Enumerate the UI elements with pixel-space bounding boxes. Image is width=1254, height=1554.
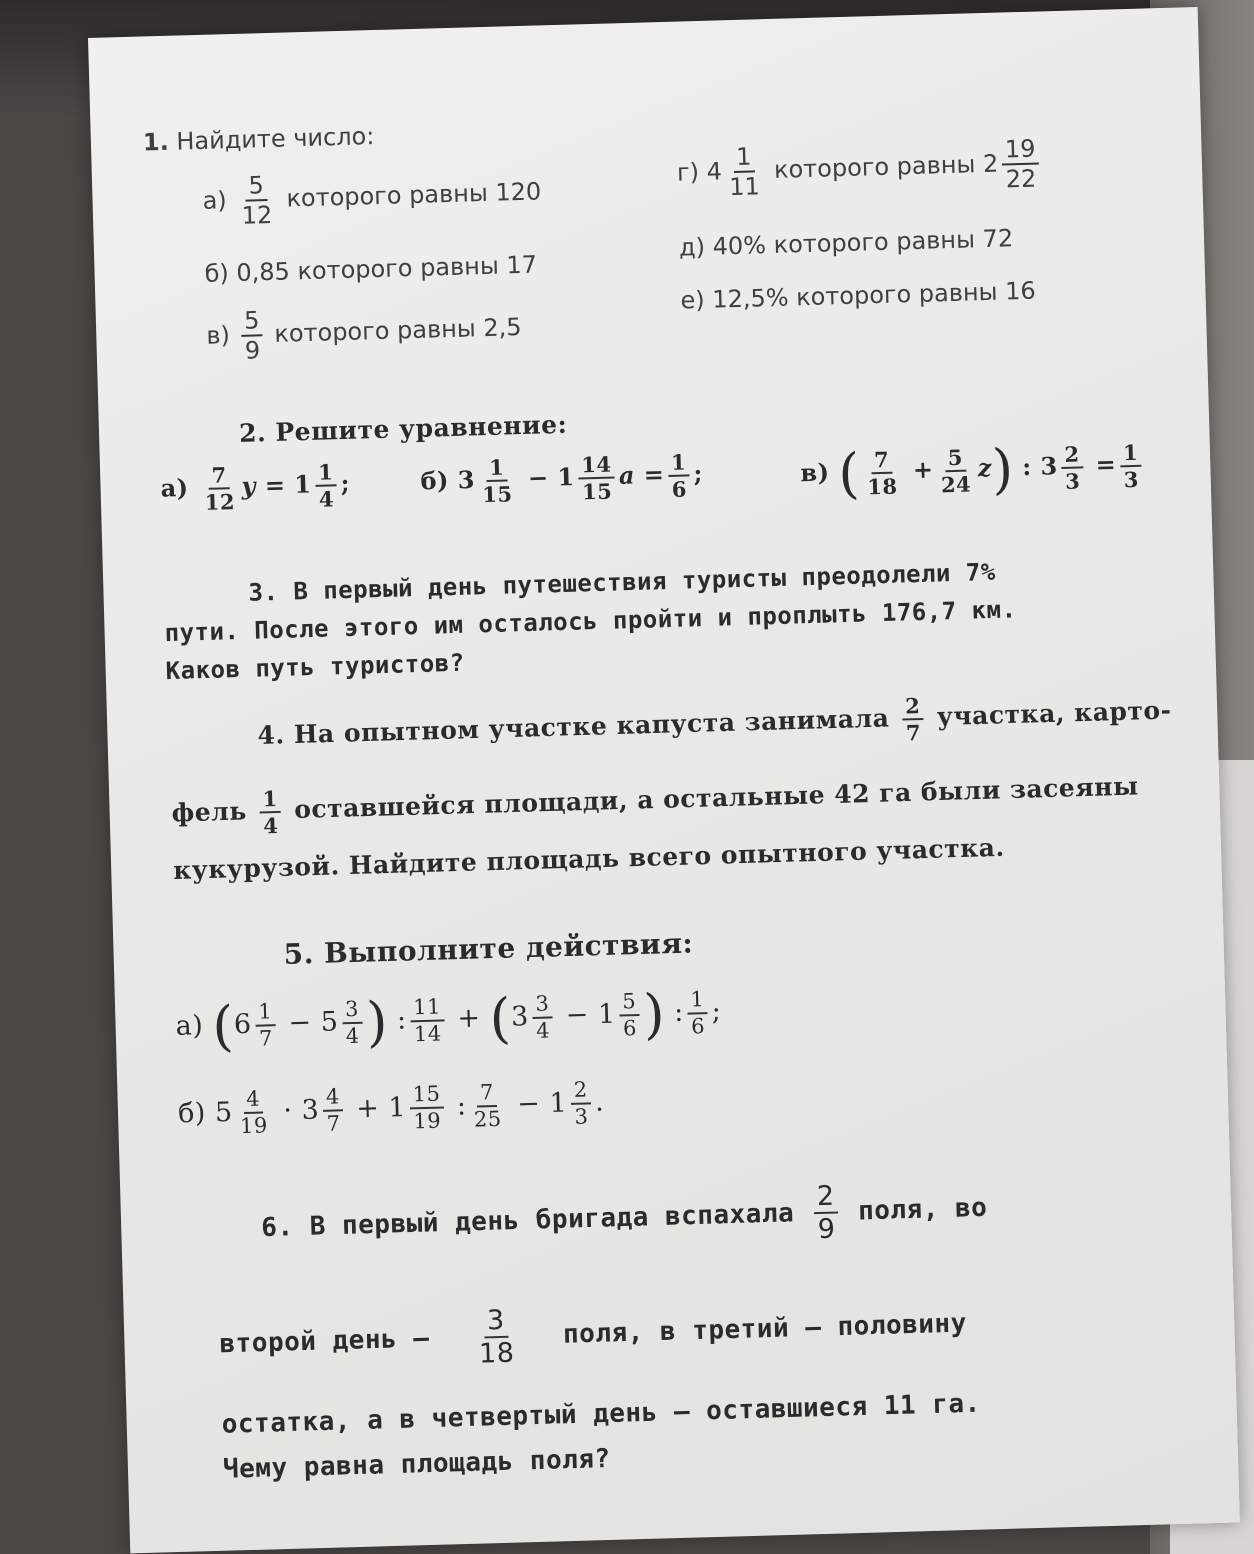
problem-2a (160, 461, 351, 514)
fraction-numerator: 1 (486, 456, 508, 482)
fraction-denominator: 7 (258, 1025, 274, 1051)
fraction-numerator: 5 (944, 446, 966, 472)
problem-4-line-2 (171, 764, 1139, 839)
fraction-denominator: 22 (1005, 164, 1037, 194)
problem-1d (679, 224, 1014, 261)
problem-1b-text: 0,85 которого равны 17 (236, 250, 538, 287)
fraction-denominator: 15 (481, 481, 513, 508)
problem-4-text-2a: фель (171, 796, 248, 828)
fraction-numerator: 2 (813, 1183, 838, 1215)
problem-1a-text: которого равны 120 (286, 177, 542, 213)
fraction-denominator: 4 (535, 1017, 551, 1043)
fraction-denominator: 19 (413, 1108, 442, 1134)
problem-5a-fraction-2 (342, 998, 363, 1047)
problem-5b-divide: : (456, 1090, 467, 1122)
problem-1-title-text: Найдите число: (176, 122, 375, 156)
problem-5a-label: а) (175, 1010, 204, 1042)
fraction-denominator: 3 (1064, 467, 1081, 494)
problem-4-fraction-1 (902, 695, 924, 744)
problem-1v (206, 301, 523, 364)
problem-4-line-1 (257, 688, 1172, 762)
problem-1g-fraction (725, 142, 763, 202)
fraction-numerator: 1 (315, 461, 337, 487)
problem-1e (680, 277, 1036, 315)
fraction-denominator: 18 (866, 473, 898, 499)
fraction-numerator: 11 (410, 996, 444, 1022)
fraction-numerator: 1 (733, 144, 755, 173)
problem-3-line-1: 3. В первый день путешествия туристы преодолели 7% (248, 557, 997, 607)
problem-5a-divide-2: : (673, 996, 685, 1029)
fraction-numerator: 5 (245, 173, 267, 202)
fraction-denominator: 6 (690, 1013, 706, 1039)
problem-5-title: 5. Выполните действия: (283, 926, 694, 971)
fraction-denominator: 3 (574, 1104, 589, 1129)
problem-6-line-2 (219, 1294, 968, 1375)
problem-1b-label: б) (204, 259, 230, 288)
fraction-numerator: 3 (484, 1307, 509, 1339)
problem-1g-label: г) (676, 157, 700, 187)
fraction-denominator: 4 (345, 1023, 361, 1048)
problem-1v-label: в) (205, 321, 231, 350)
fraction-denominator: 9 (244, 336, 261, 365)
problem-1g-whole: 4 (706, 157, 723, 186)
fraction-denominator: 19 (239, 1113, 269, 1139)
problem-1d-label: д) (678, 232, 706, 262)
problem-1g-text: которого равны (773, 150, 976, 184)
problem-1v-fraction (241, 308, 264, 363)
problem-2a-end: ; (340, 468, 351, 498)
problem-5a-whole-4: 3 (510, 1001, 530, 1033)
problem-5a-close-paren-2: ) (642, 982, 666, 1046)
problem-2-title: 2. Решите уравнение: (238, 409, 568, 448)
problem-2a-variable: y (241, 470, 257, 501)
fraction-denominator: 7 (326, 1111, 341, 1136)
fraction-numerator: 1 (687, 989, 708, 1015)
fraction-numerator: 5 (619, 990, 640, 1016)
problem-5a-open-paren-2: ( (488, 986, 513, 1051)
problem-5a-fraction-6 (687, 986, 708, 1039)
problem-5a-fraction-4 (532, 990, 553, 1043)
problem-1e-text: 12,5% которого равны 16 (711, 276, 1037, 314)
problem-3-line-3: Каков путь туристов? (165, 648, 465, 686)
problem-5a-fraction-5 (619, 990, 640, 1039)
problem-6-text-1a: 6. В первый день бригада вспахала (260, 1198, 795, 1244)
problem-2b-fraction2 (578, 451, 616, 505)
fraction-numerator: 2 (1061, 443, 1083, 469)
problem-2b (420, 451, 704, 507)
problem-3-line-2: пути. После этого им осталось пройти и проплыть 176,7 км. (164, 595, 1017, 648)
problem-4-text-1b: участка, карто- (936, 695, 1172, 732)
fraction-numerator: 7 (871, 448, 893, 474)
problem-5a-fraction-3 (410, 996, 445, 1045)
fraction-denominator: 12 (241, 200, 273, 230)
problem-2v-variable: z (977, 452, 993, 483)
fraction-denominator: 14 (413, 1021, 443, 1046)
fraction-numerator: 5 (241, 308, 263, 337)
problem-5b-label: б) (177, 1097, 207, 1130)
fraction-denominator: 18 (478, 1337, 515, 1370)
problem-1-number: 1. (142, 127, 170, 157)
problem-2v-fraction3 (1061, 440, 1083, 494)
problem-5b-fraction-3 (409, 1083, 444, 1132)
problem-2a-fraction2 (315, 461, 337, 510)
fraction-numerator: 1 (668, 451, 690, 477)
fraction-numerator: 4 (323, 1086, 344, 1112)
problem-1a (202, 165, 542, 228)
problem-2b-end: ; (693, 458, 704, 488)
fraction-numerator: 2 (571, 1079, 592, 1105)
fraction-denominator: 4 (262, 812, 279, 839)
problem-1d-text: 40% которого равны 72 (712, 224, 1014, 261)
problem-2b-label: б) (420, 465, 450, 496)
fraction-denominator: 24 (940, 471, 972, 497)
fraction-numerator: 4 (243, 1089, 264, 1115)
fraction-denominator: 6 (622, 1015, 638, 1040)
fraction-denominator: 9 (817, 1213, 836, 1246)
problem-5a-divide-1: : (396, 1004, 407, 1036)
problem-2v-fraction2 (937, 446, 975, 495)
fraction-numerator: 3 (532, 993, 553, 1019)
problem-6-line-4: Чему равна площадь поля? (222, 1443, 611, 1485)
problem-2v-close-paren: ) (991, 437, 1015, 501)
problem-2b-fraction3 (668, 451, 690, 500)
problem-4-fraction-2 (259, 788, 281, 837)
fraction-numerator: 14 (578, 453, 615, 479)
fraction-denominator: 7 (905, 720, 922, 746)
problem-5b-whole-1: 5 (214, 1096, 234, 1129)
fraction-denominator: 3 (1123, 466, 1140, 492)
fraction-numerator: 7 (208, 464, 230, 490)
problem-6-fraction-2 (475, 1304, 518, 1370)
problem-2v-label: в) (800, 457, 830, 488)
problem-1-title (143, 122, 375, 156)
problem-2v-divide: : 3 (1021, 451, 1059, 482)
problem-1a-label: а) (202, 186, 228, 215)
problem-5a-plus: + (456, 1002, 481, 1035)
fraction-numerator: 3 (342, 998, 363, 1024)
problem-5a-end: ; (711, 995, 722, 1027)
problem-6-text-1b: поля, во (857, 1192, 988, 1227)
problem-5a (175, 981, 722, 1059)
problem-4-line-3: кукурузой. Найдите площадь всего опытного участка. (172, 832, 1005, 885)
problem-5a-whole-1: 6 (233, 1008, 253, 1041)
problem-5b (177, 1079, 604, 1139)
problem-2v-fraction4 (1120, 441, 1142, 490)
problem-5b-fraction-5 (571, 1079, 592, 1128)
problem-5b-end: . (594, 1086, 605, 1118)
fraction-numerator: 1 (259, 788, 281, 814)
problem-5a-close-paren-1: ) (365, 990, 389, 1054)
problem-2v-open-paren: ( (837, 441, 861, 506)
problem-2v-equals: = (1095, 449, 1117, 480)
fraction-numerator: 7 (477, 1082, 498, 1108)
fraction-denominator: 6 (671, 476, 688, 502)
problem-4-text-1a: 4. На опытном участке капуста занимала (257, 703, 890, 751)
worksheet-paper (88, 7, 1240, 1553)
problem-2a-label: а) (160, 472, 189, 503)
problem-6-text-2a: второй день — (219, 1323, 430, 1360)
fraction-denominator: 15 (581, 478, 613, 505)
problem-1v-text: которого равны 2,5 (274, 313, 522, 348)
problem-2b-variable: a (618, 460, 636, 490)
problem-2a-fraction1 (201, 464, 239, 513)
problem-4-text-2b: оставшейся площади, а остальные 42 га были засеяны (293, 771, 1139, 825)
problem-2b-equals: = (643, 459, 665, 490)
fraction-numerator: 1 (1120, 441, 1142, 467)
problem-1a-fraction (238, 173, 276, 228)
problem-5a-open-paren-1: ( (211, 994, 235, 1058)
problem-6-fraction-1 (813, 1180, 838, 1246)
fraction-denominator: 12 (204, 489, 236, 515)
problem-1e-label: е) (680, 285, 706, 315)
problem-2a-equals: = 1 (264, 469, 312, 500)
problem-5b-fraction-1 (236, 1088, 271, 1137)
problem-5a-minus-2: − 1 (565, 998, 617, 1032)
fraction-denominator: 25 (473, 1106, 502, 1132)
problem-2v-fraction1 (863, 448, 901, 497)
fraction-denominator: 11 (728, 172, 761, 202)
fraction-numerator: 15 (409, 1083, 443, 1109)
problem-5a-fraction-1 (255, 998, 276, 1051)
problem-6-line-1 (260, 1178, 988, 1258)
fraction-numerator: 1 (255, 1001, 276, 1027)
problem-5b-fraction-2 (323, 1086, 344, 1135)
fraction-numerator: 19 (1002, 137, 1039, 166)
problem-5b-minus: − 1 (516, 1087, 568, 1120)
problem-2v (800, 434, 1147, 507)
fraction-numerator: 2 (902, 695, 924, 721)
problem-5b-plus: + 1 (355, 1092, 407, 1125)
problem-5b-fraction-4 (470, 1082, 505, 1131)
problem-5a-minus-1: − 5 (288, 1006, 339, 1039)
problem-2b-whole: 3 (457, 464, 476, 495)
problem-6-text-2b: поля, в третий — половину (562, 1308, 968, 1350)
problem-2b-minus: − 1 (527, 462, 576, 493)
problem-1b (204, 251, 537, 288)
problem-1g (676, 136, 1043, 200)
problem-2b-fraction1 (478, 454, 516, 508)
problem-2v-plus: + (912, 454, 934, 485)
problem-6-line-3: остатка, а в четвертый день — оставшиеся 11 га. (221, 1388, 982, 1440)
problem-1g-fraction2 (1002, 134, 1040, 194)
problem-5b-multiply: · 3 (283, 1094, 320, 1127)
fraction-denominator: 4 (318, 486, 335, 512)
problem-1g-whole2: 2 (982, 149, 999, 179)
